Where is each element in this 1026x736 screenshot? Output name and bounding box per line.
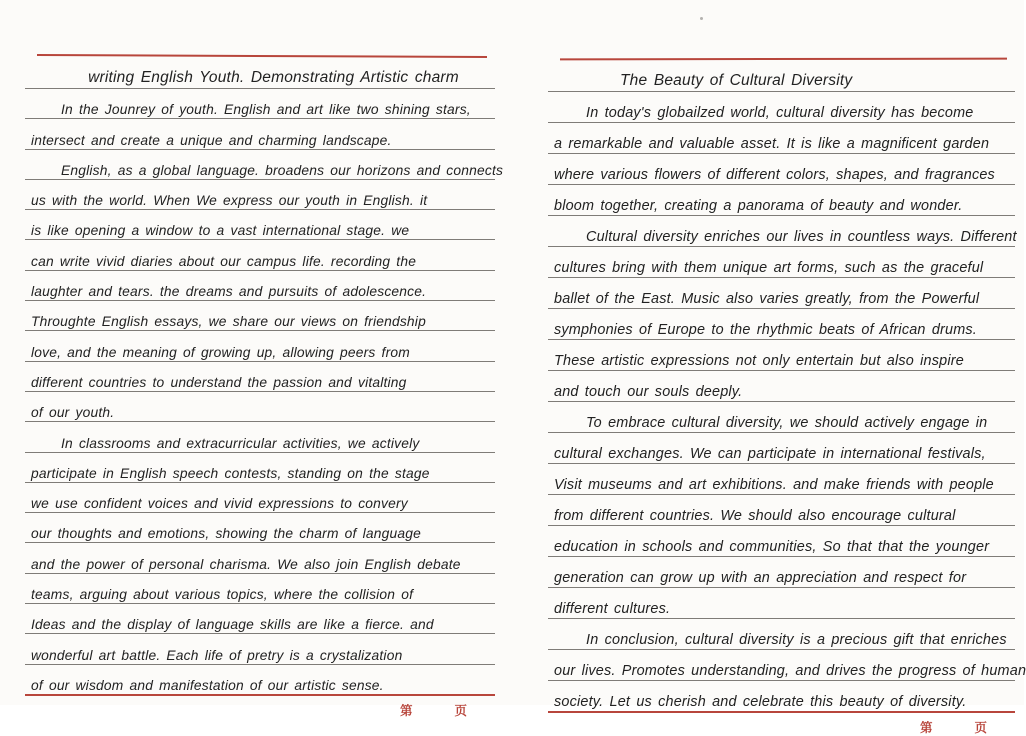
- essay-line: and the power of personal charisma. We also join English debate: [25, 543, 495, 573]
- essay-line: cultural exchanges. We can participate in international festivals,: [548, 433, 1015, 464]
- page-suffix-char: 页: [974, 721, 987, 735]
- essay-line: wonderful art battle. Each life of pretry is a crystalization: [25, 634, 495, 664]
- page-number-footer: [548, 718, 1015, 736]
- essay-line: intersect and create a unique and charming landscape.: [25, 119, 495, 149]
- essay-line: love, and the meaning of growing up, allowing peers from: [25, 331, 495, 361]
- page-prefix-char: 第: [919, 721, 933, 735]
- essay-line: us with the world. When We express our youth in English. it: [25, 180, 495, 210]
- essay-line: from different countries. We should also encourage cultural: [548, 495, 1015, 526]
- essay-line: Throughte English essays, we share our views on friendship: [25, 301, 495, 331]
- essay-page-right: [548, 48, 1026, 736]
- page-number-footer: [25, 701, 495, 719]
- scan-artifact-dot: [700, 17, 703, 20]
- essay-line: education in schools and communities, So that that the younger: [548, 526, 1015, 557]
- essay-line: In the Jounrey of youth. English and art like two shining stars,: [25, 89, 495, 119]
- essay-line: These artistic expressions not only entertain but also inspire: [548, 340, 1015, 371]
- essay-line: where various flowers of different colors, shapes, and fragrances: [548, 154, 1015, 185]
- essay-line: different cultures.: [548, 588, 1015, 619]
- essay-title: writing English Youth. Demonstrating Artistic charm: [25, 57, 495, 89]
- essay-line: teams, arguing about various topics, where the collision of: [25, 574, 495, 604]
- essay-line: In today's globailzed world, cultural diversity has become: [548, 92, 1015, 123]
- essay-line: In conclusion, cultural diversity is a precious gift that enriches: [548, 619, 1015, 650]
- essay-line: a remarkable and valuable asset. It is like a magnificent garden: [548, 123, 1015, 154]
- essay-line: and touch our souls deeply.: [548, 371, 1015, 402]
- essay-line: generation can grow up with an appreciation and respect for: [548, 557, 1015, 588]
- essay-line: our lives. Promotes understanding, and drives the progress of human: [548, 650, 1015, 681]
- essay-line: To embrace cultural diversity, we should actively engage in: [548, 402, 1015, 433]
- essay-line: English, as a global language. broadens our horizons and connects: [25, 150, 495, 180]
- essay-line: of our youth.: [25, 392, 495, 422]
- essay-page-left: [25, 45, 504, 719]
- essay-line: different countries to understand the passion and vitalting: [25, 362, 495, 392]
- essay-line: symphonies of Europe to the rhythmic beats of African drums.: [548, 309, 1015, 340]
- essay-line: we use confident voices and vivid expressions to convery: [25, 483, 495, 513]
- essay-line: our thoughts and emotions, showing the charm of language: [25, 513, 495, 543]
- essay-line: bloom together, creating a panorama of beauty and wonder.: [548, 185, 1015, 216]
- essay-line: laughter and tears. the dreams and pursuits of adolescence.: [25, 271, 495, 301]
- essay-line: In classrooms and extracurricular activities, we actively: [25, 422, 495, 452]
- essay-line: can write vivid diaries about our campus life. recording the: [25, 240, 495, 270]
- essay-line: Cultural diversity enriches our lives in countless ways. Different: [548, 216, 1015, 247]
- essay-line: of our wisdom and manifestation of our artistic sense.: [25, 665, 495, 696]
- page-prefix-char: 第: [399, 703, 413, 718]
- page-suffix-char: 页: [454, 703, 467, 718]
- essay-line: ballet of the East. Music also varies greatly, from the Powerful: [548, 278, 1015, 309]
- essay-line: Ideas and the display of language skills are like a fierce. and: [25, 604, 495, 634]
- essay-title: The Beauty of Cultural Diversity: [548, 60, 1015, 92]
- essay-line: society. Let us cherish and celebrate this beauty of diversity.: [548, 681, 1015, 713]
- essay-line: participate in English speech contests, standing on the stage: [25, 453, 495, 483]
- essay-line: Visit museums and art exhibitions. and make friends with people: [548, 464, 1015, 495]
- essay-line: is like opening a window to a vast international stage. we: [25, 210, 495, 240]
- essay-line: cultures bring with them unique art forms, such as the graceful: [548, 247, 1015, 278]
